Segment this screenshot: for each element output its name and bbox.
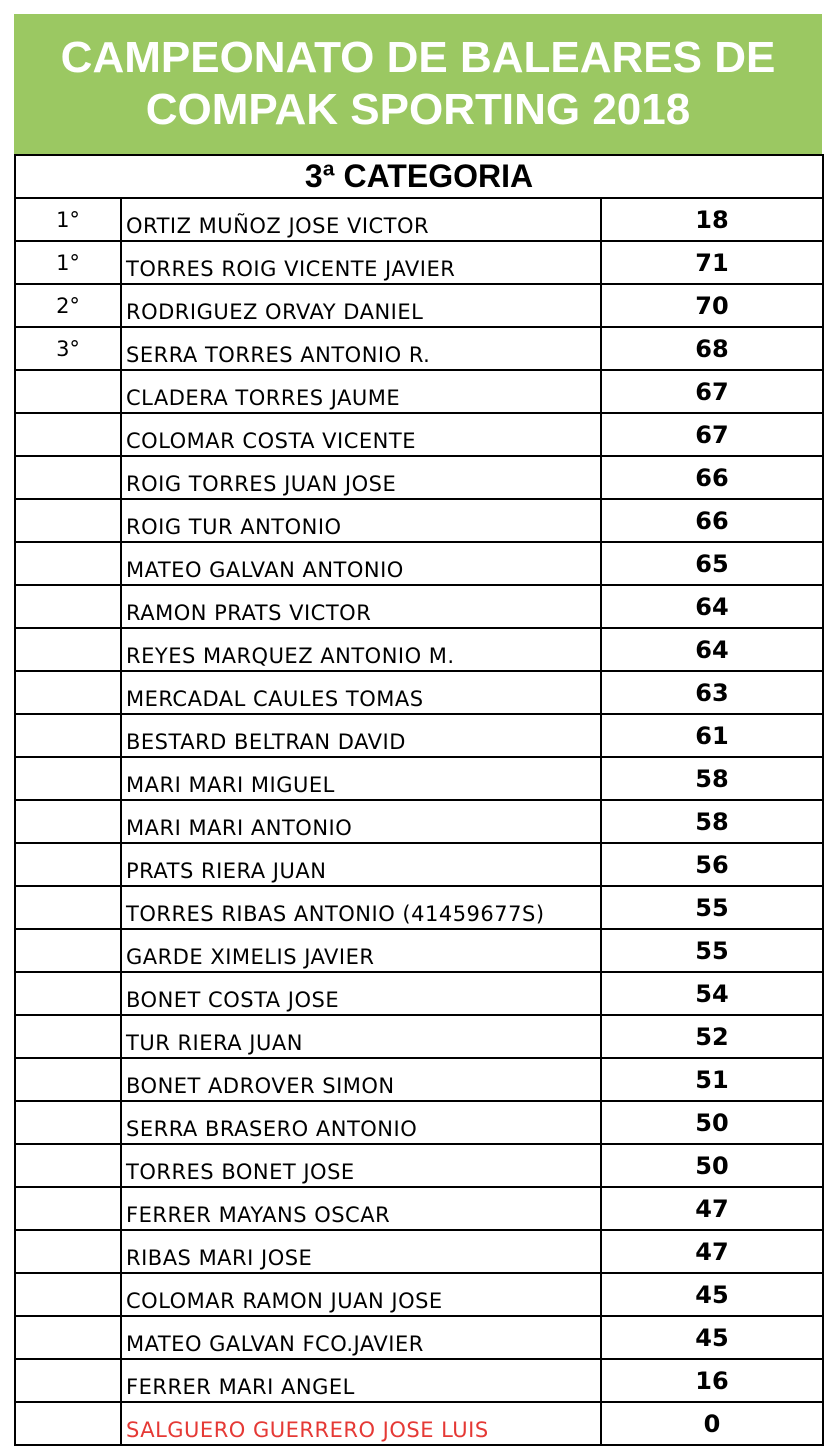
- position-cell: [15, 1230, 121, 1273]
- position-cell: [15, 800, 121, 843]
- table-row: [15, 1273, 823, 1316]
- results-table: [14, 154, 824, 1446]
- table-row: [15, 800, 823, 843]
- position-cell: [15, 542, 121, 585]
- score-cell: 63: [601, 671, 823, 714]
- competitor-name-cell: CLADERA TORRES JAUME: [121, 370, 601, 413]
- score-cell: 56: [601, 843, 823, 886]
- position-cell: [15, 886, 121, 929]
- competitor-name-cell: BONET COSTA JOSE: [121, 972, 601, 1015]
- position-cell: [15, 1402, 121, 1445]
- position-cell: [15, 757, 121, 800]
- competitor-name-cell: ROIG TORRES JUAN JOSE: [121, 456, 601, 499]
- table-row: [15, 714, 823, 757]
- score-cell: 67: [601, 370, 823, 413]
- table-row: [15, 1359, 823, 1402]
- score-cell: 64: [601, 628, 823, 671]
- score-cell: 55: [601, 929, 823, 972]
- score-cell: 47: [601, 1187, 823, 1230]
- table-row: [15, 1187, 823, 1230]
- category-title: 3ª CATEGORIA: [15, 155, 823, 198]
- position-cell: [15, 499, 121, 542]
- position-cell: [15, 1273, 121, 1316]
- table-row: [15, 1316, 823, 1359]
- competitor-name-cell: PRATS RIERA JUAN: [121, 843, 601, 886]
- competitor-name-cell: BONET ADROVER SIMON: [121, 1058, 601, 1101]
- competitor-name-cell: MERCADAL CAULES TOMAS: [121, 671, 601, 714]
- competitor-name-cell: GARDE XIMELIS JAVIER: [121, 929, 601, 972]
- score-cell: 45: [601, 1273, 823, 1316]
- score-cell: 50: [601, 1144, 823, 1187]
- competitor-name-cell: MARI MARI ANTONIO: [121, 800, 601, 843]
- score-cell: 58: [601, 800, 823, 843]
- table-row: [15, 757, 823, 800]
- score-cell: 52: [601, 1015, 823, 1058]
- position-cell: [15, 585, 121, 628]
- title-line-2: COMPAK SPORTING 2018: [145, 85, 691, 134]
- score-cell: 45: [601, 1316, 823, 1359]
- competitor-name-cell: MATEO GALVAN FCO.JAVIER: [121, 1316, 601, 1359]
- position-cell: [15, 413, 121, 456]
- score-cell: 54: [601, 972, 823, 1015]
- table-row: [15, 929, 823, 972]
- table-row: [15, 370, 823, 413]
- competitor-name-cell: TUR RIERA JUAN: [121, 1015, 601, 1058]
- table-row: [15, 886, 823, 929]
- table-row: [15, 1144, 823, 1187]
- position-cell: 3°: [15, 327, 121, 370]
- score-cell: 58: [601, 757, 823, 800]
- score-cell: 55: [601, 886, 823, 929]
- position-cell: [15, 1187, 121, 1230]
- score-cell: 68: [601, 327, 823, 370]
- title-line-1: CAMPEONATO DE BALEARES DE: [60, 33, 776, 82]
- competitor-name-cell: MATEO GALVAN ANTONIO: [121, 542, 601, 585]
- competitor-name-cell: MARI MARI MIGUEL: [121, 757, 601, 800]
- competitor-name-cell: RODRIGUEZ ORVAY DANIEL: [121, 284, 601, 327]
- score-cell: 71: [601, 241, 823, 284]
- position-cell: [15, 628, 121, 671]
- position-cell: [15, 843, 121, 886]
- score-cell: 64: [601, 585, 823, 628]
- position-cell: [15, 1359, 121, 1402]
- competitor-name-cell: TORRES ROIG VICENTE JAVIER: [121, 241, 601, 284]
- competitor-name-cell: TORRES RIBAS ANTONIO (41459677S): [121, 886, 601, 929]
- position-cell: 1°: [15, 198, 121, 241]
- competitor-name-cell: ROIG TUR ANTONIO: [121, 499, 601, 542]
- score-cell: 18: [601, 198, 823, 241]
- position-cell: 2°: [15, 284, 121, 327]
- table-row: [15, 843, 823, 886]
- competitor-name-cell: FERRER MARI ANGEL: [121, 1359, 601, 1402]
- competitor-name-cell: SERRA BRASERO ANTONIO: [121, 1101, 601, 1144]
- table-row: [15, 542, 823, 585]
- competitor-name-cell: FERRER MAYANS OSCAR: [121, 1187, 601, 1230]
- score-cell: 61: [601, 714, 823, 757]
- competitor-name-cell: RIBAS MARI JOSE: [121, 1230, 601, 1273]
- position-cell: [15, 1015, 121, 1058]
- table-row: [15, 241, 823, 284]
- position-cell: [15, 972, 121, 1015]
- table-row: [15, 456, 823, 499]
- table-row: [15, 972, 823, 1015]
- table-row: [15, 585, 823, 628]
- competitor-name-cell: SALGUERO GUERRERO JOSE LUIS: [121, 1402, 601, 1445]
- results-sheet: [14, 14, 822, 1446]
- score-cell: 0: [601, 1402, 823, 1445]
- position-cell: [15, 714, 121, 757]
- score-cell: 16: [601, 1359, 823, 1402]
- table-row: [15, 1230, 823, 1273]
- score-cell: 70: [601, 284, 823, 327]
- position-cell: [15, 671, 121, 714]
- table-row: [15, 499, 823, 542]
- score-cell: 67: [601, 413, 823, 456]
- competitor-name-cell: BESTARD BELTRAN DAVID: [121, 714, 601, 757]
- table-row: [15, 1101, 823, 1144]
- score-cell: 51: [601, 1058, 823, 1101]
- competitor-name-cell: SERRA TORRES ANTONIO R.: [121, 327, 601, 370]
- score-cell: 65: [601, 542, 823, 585]
- competitor-name-cell: COLOMAR RAMON JUAN JOSE: [121, 1273, 601, 1316]
- table-row: [15, 284, 823, 327]
- position-cell: [15, 456, 121, 499]
- table-row: [15, 1058, 823, 1101]
- table-row: [15, 327, 823, 370]
- competitor-name-cell: ORTIZ MUÑOZ JOSE VICTOR: [121, 198, 601, 241]
- position-cell: [15, 1144, 121, 1187]
- competitor-name-cell: TORRES BONET JOSE: [121, 1144, 601, 1187]
- table-row: [15, 1402, 823, 1445]
- table-row: [15, 628, 823, 671]
- score-cell: 66: [601, 499, 823, 542]
- position-cell: [15, 1316, 121, 1359]
- table-row: [15, 413, 823, 456]
- category-header-row: [15, 155, 823, 198]
- competitor-name-cell: RAMON PRATS VICTOR: [121, 585, 601, 628]
- title-banner: [14, 14, 822, 154]
- position-cell: 1°: [15, 241, 121, 284]
- position-cell: [15, 370, 121, 413]
- table-row: [15, 1015, 823, 1058]
- score-cell: 66: [601, 456, 823, 499]
- competitor-name-cell: REYES MARQUEZ ANTONIO M.: [121, 628, 601, 671]
- score-cell: 50: [601, 1101, 823, 1144]
- score-cell: 47: [601, 1230, 823, 1273]
- position-cell: [15, 1058, 121, 1101]
- table-row: [15, 671, 823, 714]
- table-row: [15, 198, 823, 241]
- position-cell: [15, 1101, 121, 1144]
- position-cell: [15, 929, 121, 972]
- competitor-name-cell: COLOMAR COSTA VICENTE: [121, 413, 601, 456]
